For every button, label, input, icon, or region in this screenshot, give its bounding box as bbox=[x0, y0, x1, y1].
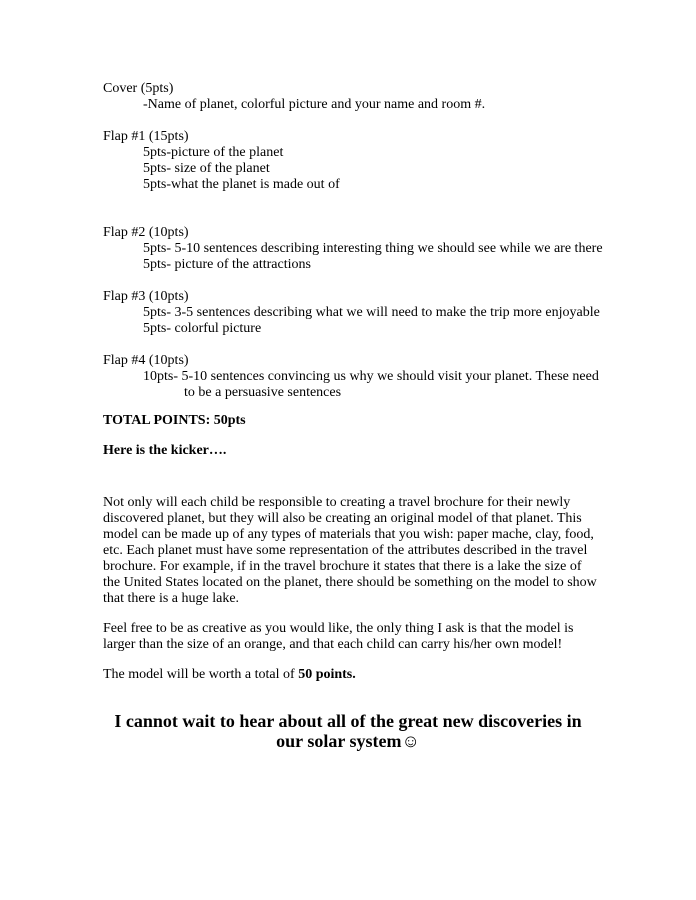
kicker-paragraph: Not only will each child be responsible to creating a travel brochure for their newly discovered planet, but they will also be creating an original model of that planet. This model can be made up of any types of materials that you wish: paper mache, clay, food, etc. Each planet must have some representation of the attributes described in the travel brochure. For example, if in the travel brochure it states that there is a lake the size of the United States located on the planet, there should be something on the model to show that there is a huge lake. bbox=[103, 495, 597, 606]
flap3-item: 5pts- colorful picture bbox=[143, 321, 262, 336]
cover-item: -Name of planet, colorful picture and your name and room #. bbox=[143, 97, 486, 112]
document-body bbox=[103, 81, 603, 683]
flap2-title: Flap #2 (10pts) bbox=[103, 225, 189, 240]
cover-title: Cover (5pts) bbox=[103, 81, 174, 96]
creativity-paragraph: Feel free to be as creative as you would like, the only thing I ask is that the model is larger than the size of an orange, and that each child can carry his/her own model! bbox=[103, 621, 574, 652]
closing-message: I cannot wait to hear about all of the great new discoveries in our solar system☺ bbox=[114, 711, 582, 751]
flap1-title: Flap #1 (15pts) bbox=[103, 129, 189, 144]
flap2-item: 5pts- picture of the attractions bbox=[143, 257, 311, 272]
flap4-item: 10pts- 5-10 sentences convincing us why we should visit your planet. These need bbox=[143, 369, 599, 384]
model-worth bbox=[103, 667, 603, 683]
flap1-item: 5pts- size of the planet bbox=[143, 161, 270, 176]
flap2-item: 5pts- 5-10 sentences describing interesting thing we should see while we are there bbox=[143, 241, 603, 256]
flap3-item: 5pts- 3-5 sentences describing what we will need to make the trip more enjoyable bbox=[143, 305, 600, 320]
flap4-title: Flap #4 (10pts) bbox=[103, 353, 189, 368]
kicker-heading: Here is the kicker…. bbox=[103, 443, 227, 458]
flap4-item-continued: to be a persuasive sentences bbox=[184, 385, 342, 400]
flap3-title: Flap #3 (10pts) bbox=[103, 289, 189, 304]
flap1-item: 5pts-what the planet is made out of bbox=[143, 177, 340, 192]
flap1-item: 5pts-picture of the planet bbox=[143, 145, 284, 160]
model-worth-text: The model will be worth a total of bbox=[103, 667, 299, 682]
model-worth-points: 50 points. bbox=[298, 667, 356, 682]
total-points: TOTAL POINTS: 50pts bbox=[103, 413, 246, 428]
